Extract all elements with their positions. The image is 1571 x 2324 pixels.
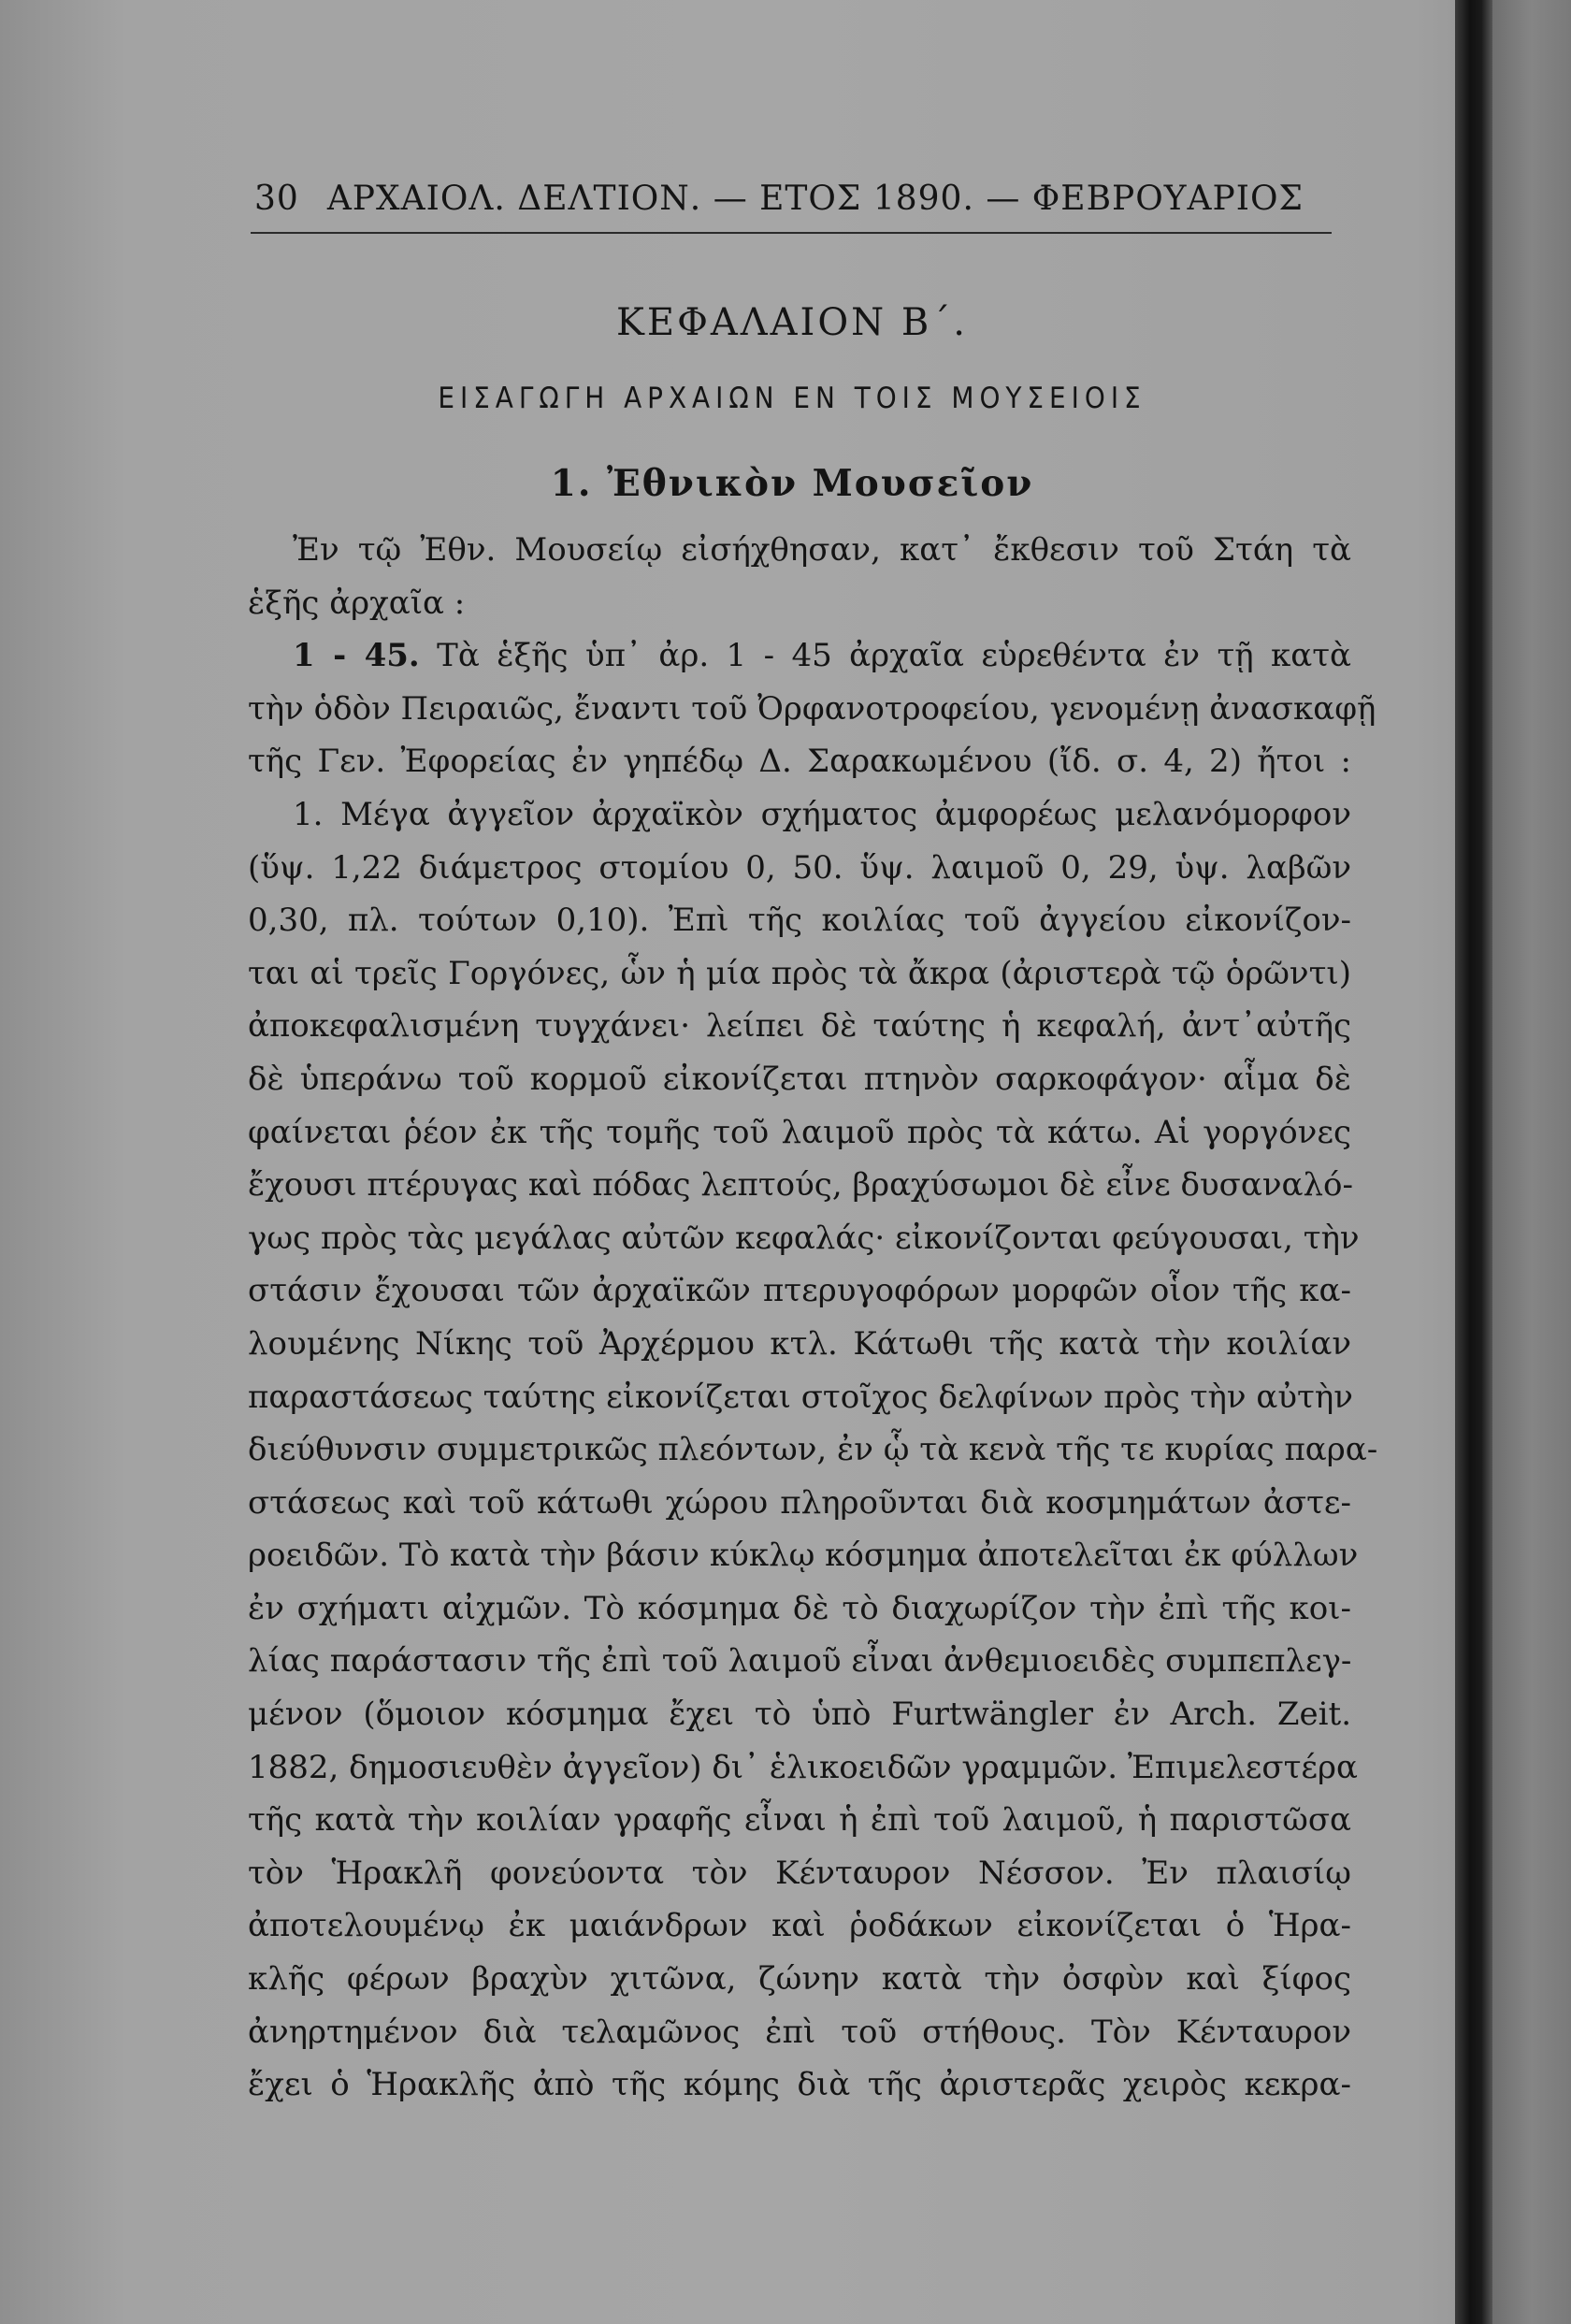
text-line [248, 1529, 1359, 1582]
text-line [248, 1899, 1351, 1953]
line-text: (ὕψ. 1,22 διάμετρος στομίου 0, 50. ὕψ. λαιμοῦ 0, 29, ὑψ. λαβῶν [248, 848, 1351, 887]
line-text: Ἐν τῷ Ἐθν. Μουσείῳ εἰσήχθησαν, κατ᾽ ἔκθεσιν τοῦ Στάη τὰ [293, 531, 1351, 569]
line-text: τῆς Γεν. Ἐφορείας ἐν γηπέδῳ Δ. Σαρακωμένου (ἴδ. σ. 4, 2) ἤτοι : [248, 743, 1351, 781]
line-text: 1882, δημοσιευθὲν ἀγγεῖον) δι᾽ ἑλικοειδῶν γραμμῶν. Ἐπιμελεστέρα [248, 1748, 1358, 1786]
text-line [248, 1582, 1351, 1636]
text-line [248, 1688, 1351, 1741]
line-text: τὴν ὁδὸν Πειραιῶς, ἔναντι τοῦ Ὀρφανοτροφείου, γενομένῃ ἀνασκαφῇ [248, 689, 1376, 728]
header-rule [251, 232, 1332, 234]
text-line [248, 1741, 1358, 1795]
line-text: παραστάσεως ταύτης εἰκονίζεται στοῖχος δελφίνων πρὸς τὴν αὐτὴν [248, 1378, 1353, 1416]
text-line [248, 1159, 1351, 1212]
text-line [248, 1318, 1351, 1371]
line-text: λουμένης Νίκης τοῦ Ἀρχέρμου κτλ. Κάτωθι τῆς κατὰ τὴν κοιλίαν [248, 1324, 1351, 1363]
line-text: λίας παράστασιν τῆς ἐπὶ τοῦ λαιμοῦ εἶναι ἀνθεμιοειδὲς συμπεπλεγ- [248, 1642, 1352, 1681]
line-text: τὸν Ἡρακλῆ φονεύοντα τὸν Κένταυρον Νέσσον. Ἐν πλαισίῳ [248, 1854, 1351, 1892]
text-line [248, 1371, 1351, 1424]
line-text: στάσεως καὶ τοῦ κάτωθι χώρου πληροῦνται διὰ κοσμημάτων ἀστε- [248, 1483, 1351, 1522]
text-line [248, 1423, 1378, 1477]
text-line [248, 1212, 1360, 1265]
body-text [248, 524, 1378, 2112]
text-line [248, 1477, 1351, 1530]
chapter-title: ΚΕΦΑΛΑΙΟΝ Β΄. [616, 301, 968, 344]
line-text: μένον (ὅμοιον κόσμημα ἔχει τὸ ὑπὸ Furtwängler ἐν Arch. Zeit. [248, 1696, 1351, 1734]
line-text: ροειδῶν. Τὸ κατὰ τὴν βάσιν κύκλῳ κόσμημα ἀποτελεῖται ἐκ φύλλων [248, 1537, 1359, 1575]
book-binding-shadow [1455, 0, 1492, 2324]
text-line [248, 1106, 1351, 1160]
line-text: ἑξῆς ἀρχαῖα : [248, 584, 466, 622]
line-text: ἀποτελουμένῳ ἐκ μαιάνδρων καὶ ῥοδάκων εἰκονίζεται ὁ Ἡρα- [248, 1907, 1351, 1945]
text-line [248, 842, 1351, 895]
line-text: ται αἱ τρεῖς Γοργόνες, ὧν ἡ μία πρὸς τὰ ἄκρα (ἀριστερὰ τῷ ὁρῶντι) [248, 954, 1351, 992]
line-text: φαίνεται ῥέον ἐκ τῆς τομῆς τοῦ λαιμοῦ πρὸς τὰ κάτω. Αἱ γοργόνες [248, 1113, 1351, 1151]
running-header [254, 180, 1330, 218]
line-text: 0,30, πλ. τούτων 0,10). Ἐπὶ τῆς κοιλίας τοῦ ἀγγείου εἰκονίζον- [248, 902, 1351, 940]
chapter-subtitle: ΕΙΣΑΓΩΓΗ ΑΡΧΑΙΩΝ ΕΝ ΤΟΙΣ ΜΟΥΣΕΙΟΙΣ [438, 382, 1146, 415]
line-text: τῆς κατὰ τὴν κοιλίαν γραφῆς εἶναι ἡ ἐπὶ τοῦ λαιμοῦ, ἡ παριστῶσα [248, 1801, 1351, 1840]
text-line [248, 1847, 1351, 1900]
line-text: 1. Μέγα ἀγγεῖον ἀρχαϊκὸν σχήματος ἀμφορέως μελανόμορφον [293, 795, 1351, 833]
text-line [248, 1794, 1351, 1847]
line-text: Τὰ ἑξῆς ὑπ᾽ ἀρ. 1 - 45 ἀρχαῖα εὑρεθέντα ἐν τῇ κατὰ [419, 637, 1352, 675]
text-line [248, 577, 1351, 630]
text-line [248, 683, 1376, 736]
line-text: ἀποκεφαλισμένη τυγχάνει· λείπει δὲ ταύτης ἡ κεφαλή, ἀντ᾽αὐτῆς [248, 1007, 1351, 1046]
text-line [248, 629, 1351, 683]
text-line [248, 735, 1351, 788]
line-text: γως πρὸς τὰς μεγάλας αὐτῶν κεφαλάς· εἰκονίζονται φεύγουσαι, τὴν [248, 1219, 1360, 1257]
text-line [248, 524, 1351, 577]
line-text: ἐν σχήματι αἰχμῶν. Τὸ κόσμημα δὲ τὸ διαχωρίζον τὴν ἐπὶ τῆς κοι- [248, 1589, 1351, 1627]
line-text: ἀνηρτημένον διὰ τελαμῶνος ἐπὶ τοῦ στήθους. Τὸν Κένταυρον [248, 2013, 1351, 2051]
running-title: ΑΡΧΑΙΟΛ. ΔΕΛΤΙΟΝ. — ΕΤΟΣ 1890. — ΦΕΒΡΟΥΑΡΙΟΣ [326, 180, 1304, 218]
line-text: κλῆς φέρων βραχὺν χιτῶνα, ζώνην κατὰ τὴν ὀσφὺν καὶ ξίφος [248, 1960, 1351, 1999]
page-number: 30 [254, 180, 299, 218]
line-text: στάσιν ἔχουσαι τῶν ἀρχαϊκῶν πτερυγοφόρων μορφῶν οἷον τῆς κα- [248, 1272, 1351, 1310]
text-line [248, 1000, 1351, 1053]
text-line [248, 894, 1351, 947]
text-line [248, 1053, 1351, 1106]
text-line [248, 1635, 1351, 1688]
line-text: διεύθυνσιν συμμετρικῶς πλεόντων, ἐν ᾧ τὰ κενὰ τῆς τε κυρίας παρα- [248, 1431, 1378, 1469]
text-line [248, 788, 1351, 842]
line-text: δὲ ὑπεράνω τοῦ κορμοῦ εἰκονίζεται πτηνὸν σαρκοφάγον· αἷμα δὲ [248, 1060, 1351, 1098]
text-line [248, 2058, 1351, 2112]
text-line [248, 2006, 1351, 2059]
line-text: ἔχει ὁ Ἡρακλῆς ἀπὸ τῆς κόμης διὰ τῆς ἀριστερᾶς χειρὸς κεκρα- [248, 2066, 1351, 2104]
text-line [248, 1264, 1351, 1318]
item-number: 1 - 45. [293, 637, 420, 675]
text-line [248, 947, 1351, 1001]
line-text: ἔχουσι πτέρυγας καὶ πόδας λεπτούς, βραχύσωμοι δὲ εἶνε δυσαναλό- [248, 1166, 1353, 1205]
book-spine-edge [1492, 0, 1571, 2324]
text-line [248, 1953, 1351, 2006]
section-title: 1. Ἐθνικὸν Μουσεῖον [550, 462, 1034, 505]
